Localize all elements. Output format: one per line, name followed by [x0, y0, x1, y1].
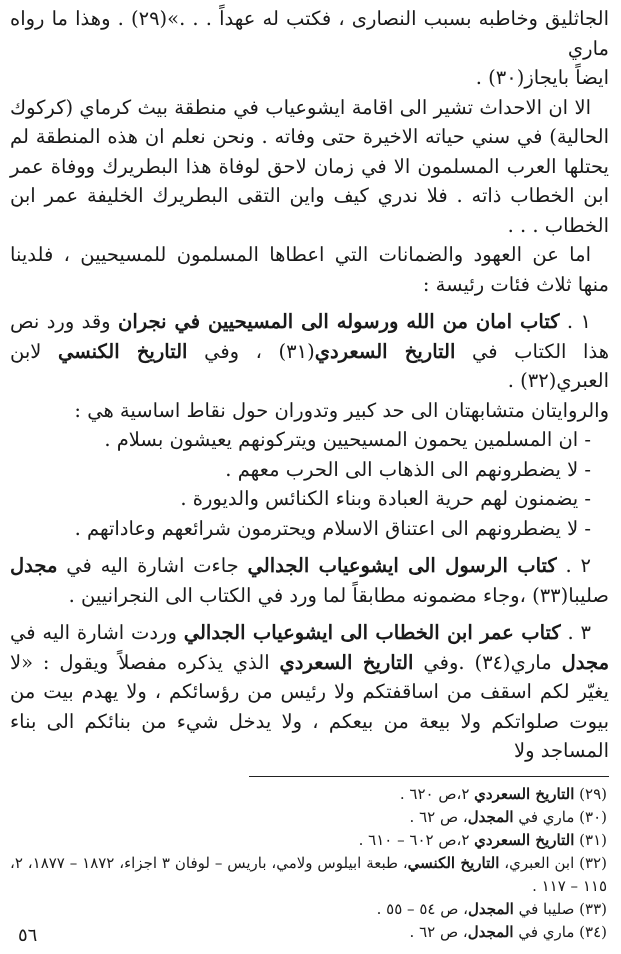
item-3-text-2: ماري(٣٤) .وفي — [413, 650, 562, 674]
item-2 — [10, 551, 609, 610]
paragraph-categories: اما عن العهود والضمانات التي اعطاها المسلمون للمسيحيين ، فلدينا منها ثلاث فئات رئيسة : — [10, 243, 609, 296]
item-3-source-1: مجدل — [561, 650, 610, 674]
item-1-text-3: لابن العبري(٣٢) . — [10, 339, 609, 392]
item-1-points — [10, 425, 609, 543]
item-2-text-1: جاءت اشارة اليه في — [57, 554, 248, 577]
item-3-source-2: التاريخ السعردي — [279, 650, 414, 674]
list-item: - لا يضطرونهم الى الذهاب الى الحرب معهم . — [10, 455, 591, 485]
list-item: - يضمنون لهم حرية العبادة وبناء الكنائس والديورة . — [10, 484, 591, 514]
item-1-number: ١ . — [566, 310, 591, 333]
item-3-number: ٣ . — [567, 621, 591, 644]
item-1-text-2: (٣١) ، وفي — [187, 339, 315, 363]
item-1-list-intro: والروايتان متشابهتان الى حد كبير وتدوران حول نقاط اساسية هي : — [74, 398, 609, 422]
intro-line-2: ايضاً بايجاز(٣٠) . — [475, 66, 609, 89]
footnotes — [10, 783, 609, 944]
item-3-text-3: الذي يذكره مفصلاً ويقول : «لا يغيّر لكم اسقف من اساقفتكم ولا رئيس من رؤسائكم ، ولا يهدم بيت من بيوت صلواتكم ولا بيعة من بيعكم ، ولا يدخل شيء من بنائكم الى بناء المساجد ولا — [10, 650, 609, 762]
list-item: - ان المسلمين يحمون المسيحيين ويتركونهم يعيشون بسلام . — [10, 425, 591, 455]
paragraph-bethkarmai: الا ان الاحداث تشير الى اقامة ايشوعياب في منطقة بيث كرماي (كركوك الحالية) في سني حياته الاخيرة حتى وفاته . ونحن نعلم ان هذه المنطقة لم يحتلها العرب المسلمون الا في زمان لاحق لوفاة هذا البطريرك ووفاة عمر ابن الخطاب ذاته . فلا ندري كيف واين التقى البطريرك الخليفة عمر ابن الخطاب . . . — [10, 95, 609, 237]
footnote: (٣٢) ابن العبري، التاريخ الكنسي، طبعة ابيلوس ولامي، باريس – لوفان ٣ اجزاء، ١٨٧٢ – ١٨٧٧، ٢، ١١٥ – ١١٧ . — [10, 853, 607, 895]
item-2-number: ٢ . — [565, 554, 591, 577]
item-2-source-1: مجدل — [10, 554, 58, 577]
item-1-title: كتاب امان من الله ورسوله الى المسيحيين في نجران — [118, 310, 560, 333]
item-3-title: كتاب عمر ابن الخطاب الى ايشوعياب الجدالي — [183, 621, 561, 644]
footnote-divider — [249, 776, 609, 777]
footnote: (٣٤) ماري في المجدل، ص ٦٢ . — [409, 922, 607, 941]
intro-line-1: الجاثليق وخاطبه بسبب النصارى ، فكتب له عهداً . . .»(٢٩) . وهذا ما رواه ماري — [10, 7, 610, 60]
item-1 — [10, 307, 609, 396]
footnote: (٢٩) التاريخ السعردي ٢،ص ٦٢٠ . — [399, 784, 607, 803]
item-1-source-1: التاريخ السعردي — [314, 339, 456, 363]
intro-paragraph — [10, 4, 609, 93]
item-3 — [10, 618, 609, 766]
item-1-text-1: وقد ورد نص هذا الكتاب في — [10, 310, 609, 363]
page-number: ٥٦ — [18, 925, 38, 946]
item-3-text-1: وردت اشارة اليه في — [10, 621, 184, 644]
footnote: (٣٣) صليبا في المجدل، ص ٥٤ – ٥٥ . — [376, 899, 607, 918]
footnote: (٣٠) ماري في المجدل، ص ٦٢ . — [409, 807, 607, 826]
item-2-title: كتاب الرسول الى ايشوعياب الجدالي — [247, 554, 557, 577]
footnote: (٣١) التاريخ السعردي ٢،ص ٦٠٢ – ٦١٠ . — [358, 830, 607, 849]
item-1-source-2: التاريخ الكنسي — [58, 339, 188, 363]
list-item: - لا يضطرونهم الى اعتناق الاسلام ويحترمون شرائعهم وعاداتهم . — [10, 514, 591, 544]
item-2-text-2: صليبا(٣٣) ،وجاء مضمونه مطابقاً لما ورد في الكتاب الى النجرانيين . — [68, 583, 609, 607]
